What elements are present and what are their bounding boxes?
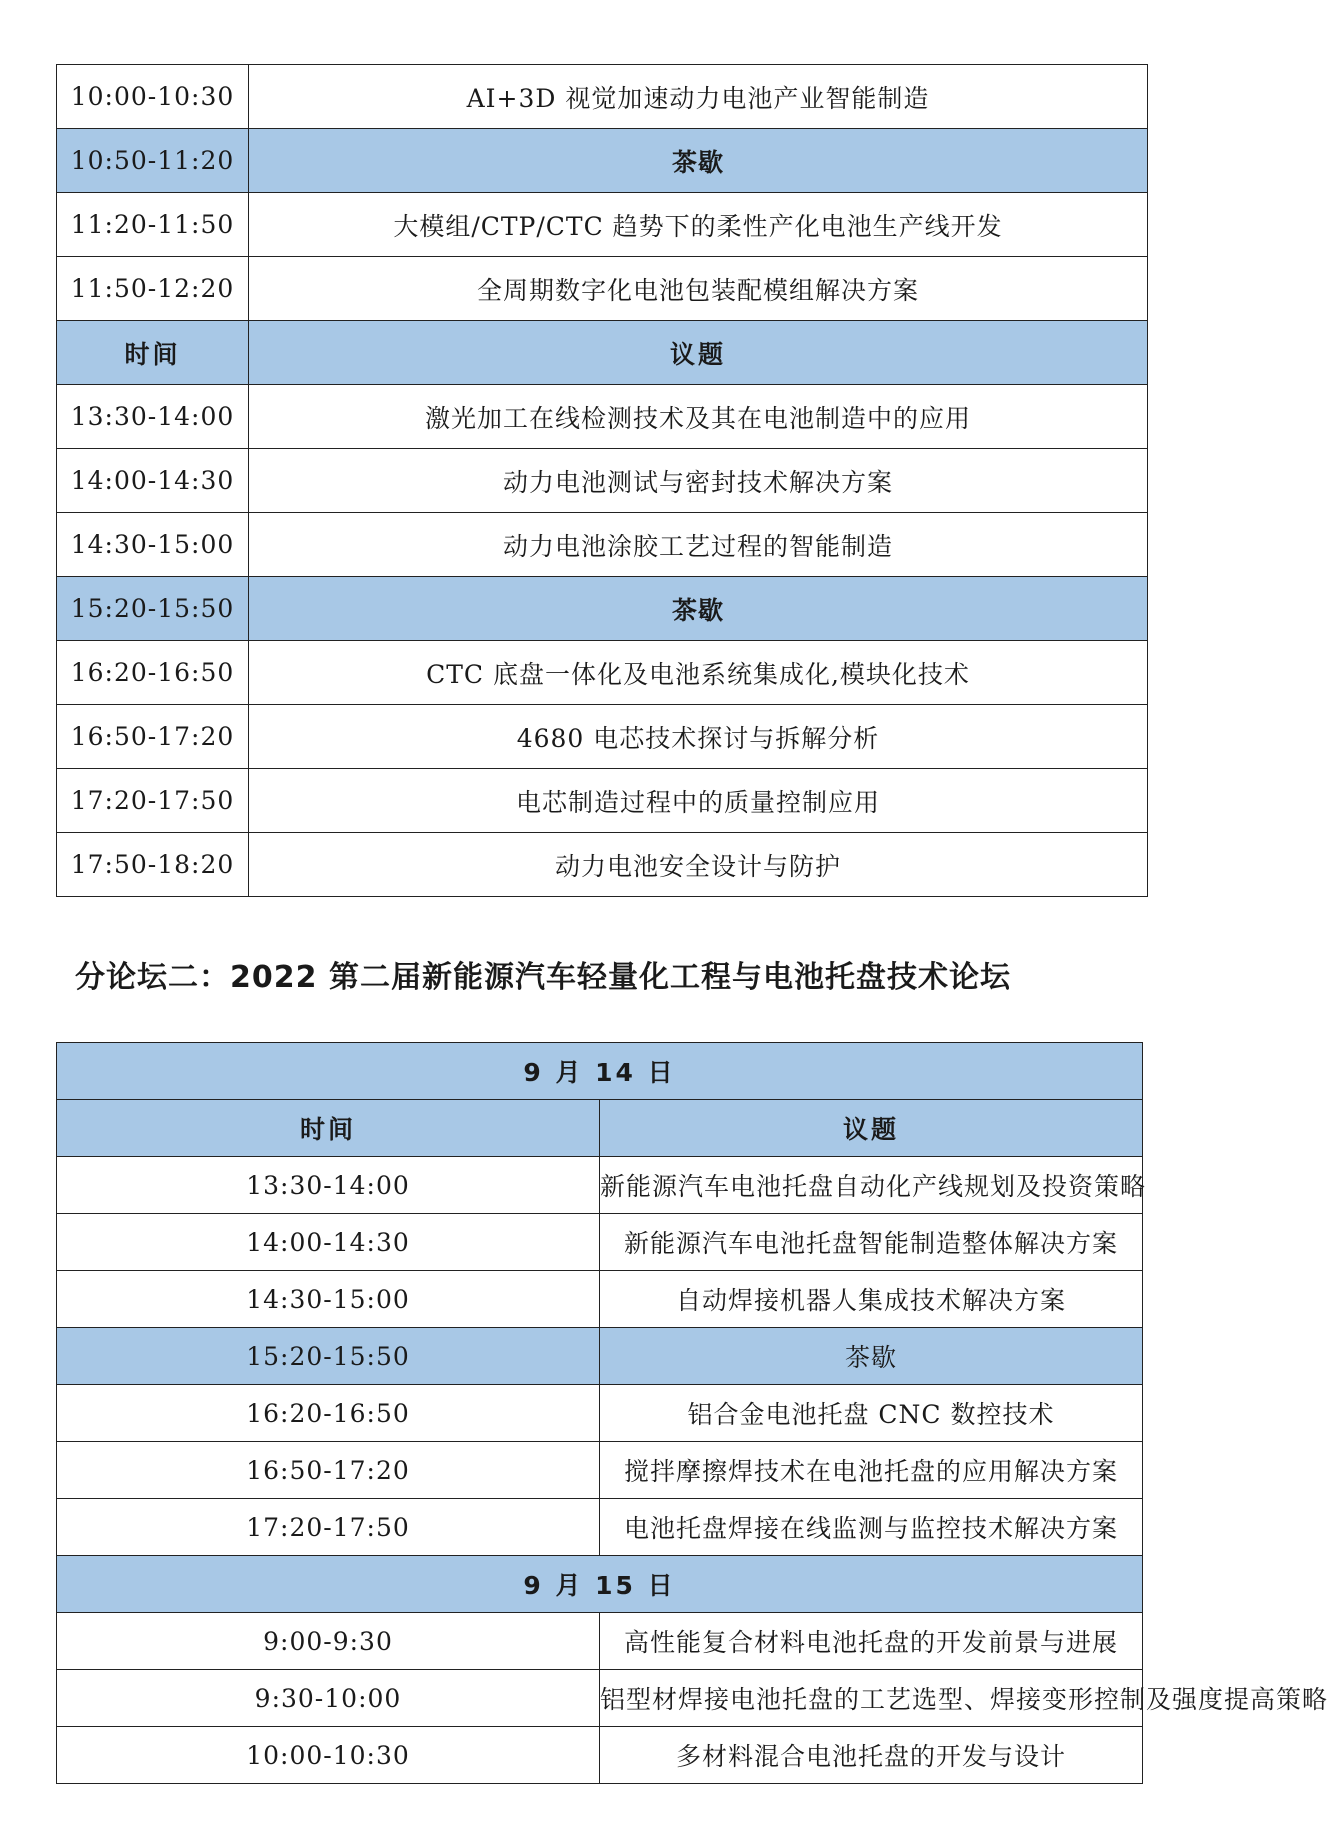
topic-cell: 多材料混合电池托盘的开发与设计 [600,1727,1143,1784]
topic-cell: 电池托盘焊接在线监测与监控技术解决方案 [600,1499,1143,1556]
time-cell: 17:20-17:50 [57,1499,600,1556]
table-row [57,1499,1143,1556]
header-row [57,321,1148,385]
time-cell: 16:50-17:20 [57,705,249,769]
break-row [57,129,1148,193]
time-cell: 17:50-18:20 [57,833,249,897]
topic-cell: 全周期数字化电池包装配模组解决方案 [249,257,1148,321]
topic-cell: 高性能复合材料电池托盘的开发前景与进展 [600,1613,1143,1670]
time-cell: 15:20-15:50 [57,577,249,641]
time-cell: 9:30-10:00 [57,1670,600,1727]
topic-cell: 茶歇 [249,577,1148,641]
time-cell: 16:20-16:50 [57,1385,600,1442]
topic-cell: AI+3D 视觉加速动力电池产业智能制造 [249,65,1148,129]
topic-cell: CTC 底盘一体化及电池系统集成化,模块化技术 [249,641,1148,705]
date-row [57,1043,1143,1100]
topic-cell: 电芯制造过程中的质量控制应用 [249,769,1148,833]
time-cell: 10:00-10:30 [57,65,249,129]
schedule-table-2 [56,1042,1328,1784]
time-cell: 13:30-14:00 [57,385,249,449]
table-row [57,1157,1143,1214]
table-row [57,1442,1143,1499]
time-cell: 11:50-12:20 [57,257,249,321]
time-cell: 14:00-14:30 [57,1214,600,1271]
header-topic-cell: 议题 [249,321,1148,385]
time-cell: 13:30-14:00 [57,1157,600,1214]
topic-cell: 大模组/CTP/CTC 趋势下的柔性产化电池生产线开发 [249,193,1148,257]
header-time-cell: 时间 [57,321,249,385]
table-row [57,513,1148,577]
time-cell: 15:20-15:50 [57,1328,600,1385]
time-cell: 10:50-11:20 [57,129,249,193]
table-row [57,641,1148,705]
time-cell: 14:30-15:00 [57,513,249,577]
date-cell: 9 月 15 日 [57,1556,1143,1613]
topic-cell: 茶歇 [600,1328,1143,1385]
table-row [57,1385,1143,1442]
table-row [57,65,1148,129]
table-row [57,1214,1143,1271]
table-row [57,705,1148,769]
table-row [57,769,1148,833]
topic-cell: 铝合金电池托盘 CNC 数控技术 [600,1385,1143,1442]
time-cell: 16:50-17:20 [57,1442,600,1499]
time-cell: 14:00-14:30 [57,449,249,513]
topic-cell: 动力电池安全设计与防护 [249,833,1148,897]
topic-cell: 铝型材焊接电池托盘的工艺选型、焊接变形控制及强度提高策略 [600,1670,1143,1727]
topic-cell: 新能源汽车电池托盘智能制造整体解决方案 [600,1214,1143,1271]
table-row [57,193,1148,257]
header-row [57,1100,1143,1157]
table-row [57,1271,1143,1328]
time-cell: 10:00-10:30 [57,1727,600,1784]
time-cell: 11:20-11:50 [57,193,249,257]
topic-cell: 搅拌摩擦焊技术在电池托盘的应用解决方案 [600,1442,1143,1499]
time-cell: 9:00-9:30 [57,1613,600,1670]
time-cell: 14:30-15:00 [57,1271,600,1328]
header-topic-cell: 议题 [600,1100,1143,1157]
date-row [57,1556,1143,1613]
date-cell: 9 月 14 日 [57,1043,1143,1100]
table-row [57,257,1148,321]
table-row [57,833,1148,897]
table-row [57,1727,1143,1784]
header-time-cell: 时间 [57,1100,600,1157]
topic-cell: 茶歇 [249,129,1148,193]
schedule-table-1 [56,64,1148,897]
time-cell: 16:20-16:50 [57,641,249,705]
table-row [57,449,1148,513]
table-row [57,385,1148,449]
break-row [57,577,1148,641]
break-row [57,1328,1143,1385]
section-heading: 分论坛二：2022 第二届新能源汽车轻量化工程与电池托盘技术论坛 [75,960,1011,995]
topic-cell: 新能源汽车电池托盘自动化产线规划及投资策略 [600,1157,1143,1214]
topic-cell: 动力电池测试与密封技术解决方案 [249,449,1148,513]
topic-cell: 激光加工在线检测技术及其在电池制造中的应用 [249,385,1148,449]
time-cell: 17:20-17:50 [57,769,249,833]
topic-cell: 4680 电芯技术探讨与拆解分析 [249,705,1148,769]
table-row [57,1613,1143,1670]
table-row [57,1670,1143,1727]
topic-cell: 动力电池涂胶工艺过程的智能制造 [249,513,1148,577]
topic-cell: 自动焊接机器人集成技术解决方案 [600,1271,1143,1328]
